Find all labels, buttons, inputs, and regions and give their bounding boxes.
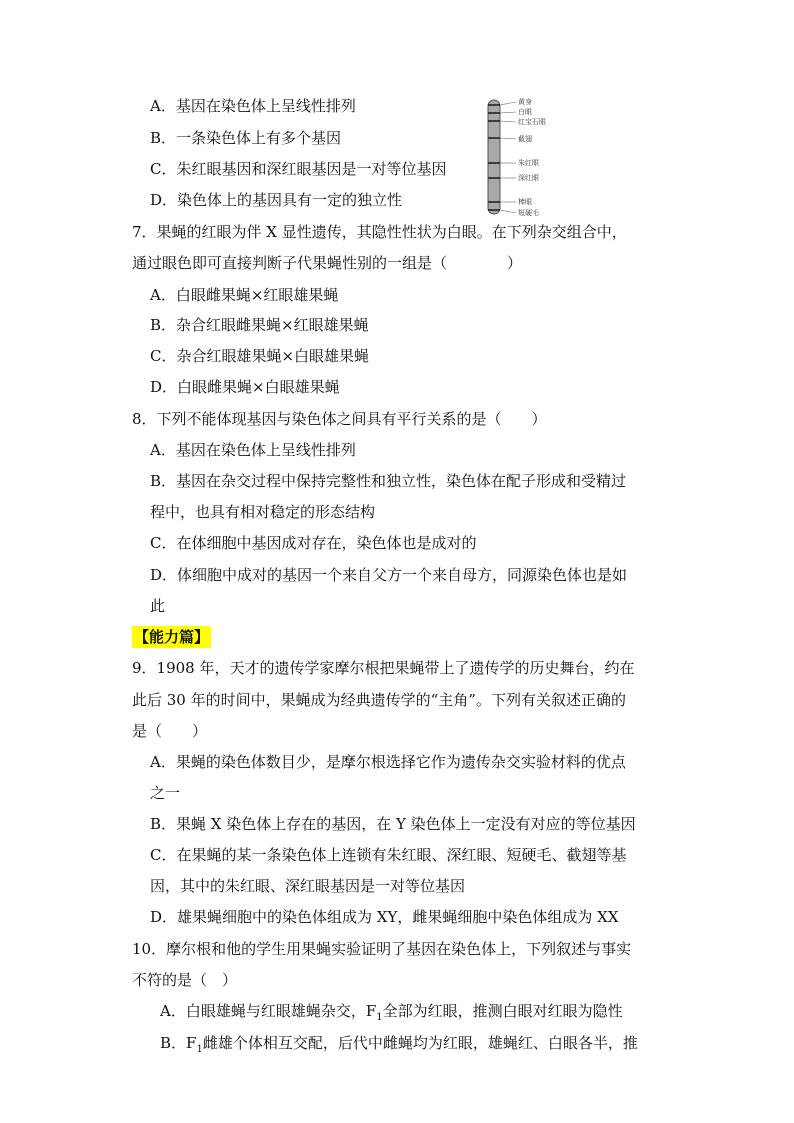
q8-option-b: B．基因在杂交过程中保持完整性和独立性，染色体在配子形成和受精过 xyxy=(150,472,627,490)
q8-option-b-cont: 程中，也具有相对稳定的形态结构 xyxy=(150,503,376,521)
chromo-label-7: 短硬毛 xyxy=(518,209,539,217)
q9-option-a-cont: 之一 xyxy=(150,784,181,802)
chromo-label-2: 红宝石眼 xyxy=(518,118,546,126)
q7-option-c: C．杂合红眼雄果蝇×白眼雄果蝇 xyxy=(150,347,370,365)
chromo-label-4: 朱红眼 xyxy=(518,159,539,167)
chromosome-diagram xyxy=(486,96,566,218)
section-heading: 【能力篇】 xyxy=(134,628,210,646)
q10-option-b-pre: B．F xyxy=(160,1034,197,1052)
q9-stem-line2: 此后 30 年的时间中，果蝇成为经典遗传学的“主角”。下列有关叙述正确的 xyxy=(132,691,626,709)
q10-stem-line1: 10．摩尔根和他的学生用果蝇实验证明了基因在染色体上，下列叙述与事实 xyxy=(132,940,632,958)
q6-option-d: D．染色体上的基因具有一定的独立性 xyxy=(150,191,403,209)
q9-stem-line1: 9．1908 年，天才的遗传学家摩尔根把果蝇带上了遗传学的历史舞台，约在 xyxy=(132,659,635,677)
q6-option-c: C．朱红眼基因和深红眼基因是一对等位基因 xyxy=(150,160,447,178)
q9-option-c-cont: 因，其中的朱红眼、深红眼基因是一对等位基因 xyxy=(150,877,466,895)
q10-option-b xyxy=(160,1033,638,1060)
chromo-label-5: 深红眼 xyxy=(518,174,539,182)
q7-option-d: D．白眼雌果蝇×白眼雄果蝇 xyxy=(150,378,340,396)
q8-stem: 8．下列不能体现基因与染色体之间具有平行关系的是（ ） xyxy=(132,410,547,428)
q10-option-a-pre: A．白眼雄蝇与红眼雄蝇杂交，F xyxy=(160,1002,377,1020)
q9-option-a: A．果蝇的染色体数目少，是摩尔根选择它作为遗传杂交实验材料的优点 xyxy=(150,753,626,771)
q9-option-b: B．果蝇 X 染色体上存在的基因，在 Y 染色体上一定没有对应的等位基因 xyxy=(150,815,636,833)
chromo-label-1: 白眼 xyxy=(518,108,532,116)
q7-stem-line1: 7．果蝇的红眼为伴 X 显性遗传，其隐性性状为白眼。在下列杂交组合中， xyxy=(132,223,627,241)
q8-option-a: A．基因在染色体上呈线性排列 xyxy=(150,441,356,459)
q9-stem-line3: 是（ ） xyxy=(132,722,208,740)
q7-option-a: A．白眼雌果蝇×红眼雄果蝇 xyxy=(150,286,339,304)
q9-option-d: D．雄果蝇细胞中的染色体组成为 XY，雌果蝇细胞中染色体组成为 XX xyxy=(150,908,619,926)
chromo-label-6: 棒眼 xyxy=(518,198,532,206)
q10-option-b-sub: 1 xyxy=(196,1044,203,1055)
q10-option-a-post: 全部为红眼，推测白眼对红眼为隐性 xyxy=(382,1002,623,1020)
q10-stem-line2: 不符的是（ ） xyxy=(132,971,238,989)
q7-option-b: B．杂合红眼雌果蝇×红眼雄果蝇 xyxy=(150,316,369,334)
chromo-label-3: 截翅 xyxy=(518,135,532,143)
q8-option-c: C．在体细胞中基因成对存在，染色体也是成对的 xyxy=(150,534,477,552)
chromosome-body xyxy=(488,100,500,214)
q6-option-a: A．基因在染色体上呈线性排列 xyxy=(150,97,356,115)
chromo-label-0: 黄身 xyxy=(518,98,532,106)
q10-option-b-post: 雌雄个体相互交配，后代中雌蝇均为红眼，雄蝇红、白眼各半，推 xyxy=(202,1034,638,1052)
q9-option-c: C．在果蝇的某一条染色体上连锁有朱红眼、深红眼、短硬毛、截翅等基 xyxy=(150,846,627,864)
q10-option-a xyxy=(160,1001,623,1028)
q8-option-d-cont: 此 xyxy=(150,597,166,615)
q8-option-d: D．体细胞中成对的基因一个来自父方一个来自母方，同源染色体也是如 xyxy=(150,566,628,584)
q7-stem-line2: 通过眼色即可直接判断子代果蝇性别的一组是（ ） xyxy=(132,254,523,272)
q6-option-b: B．一条染色体上有多个基因 xyxy=(150,129,342,147)
q10-option-a-sub: 1 xyxy=(376,1012,383,1023)
